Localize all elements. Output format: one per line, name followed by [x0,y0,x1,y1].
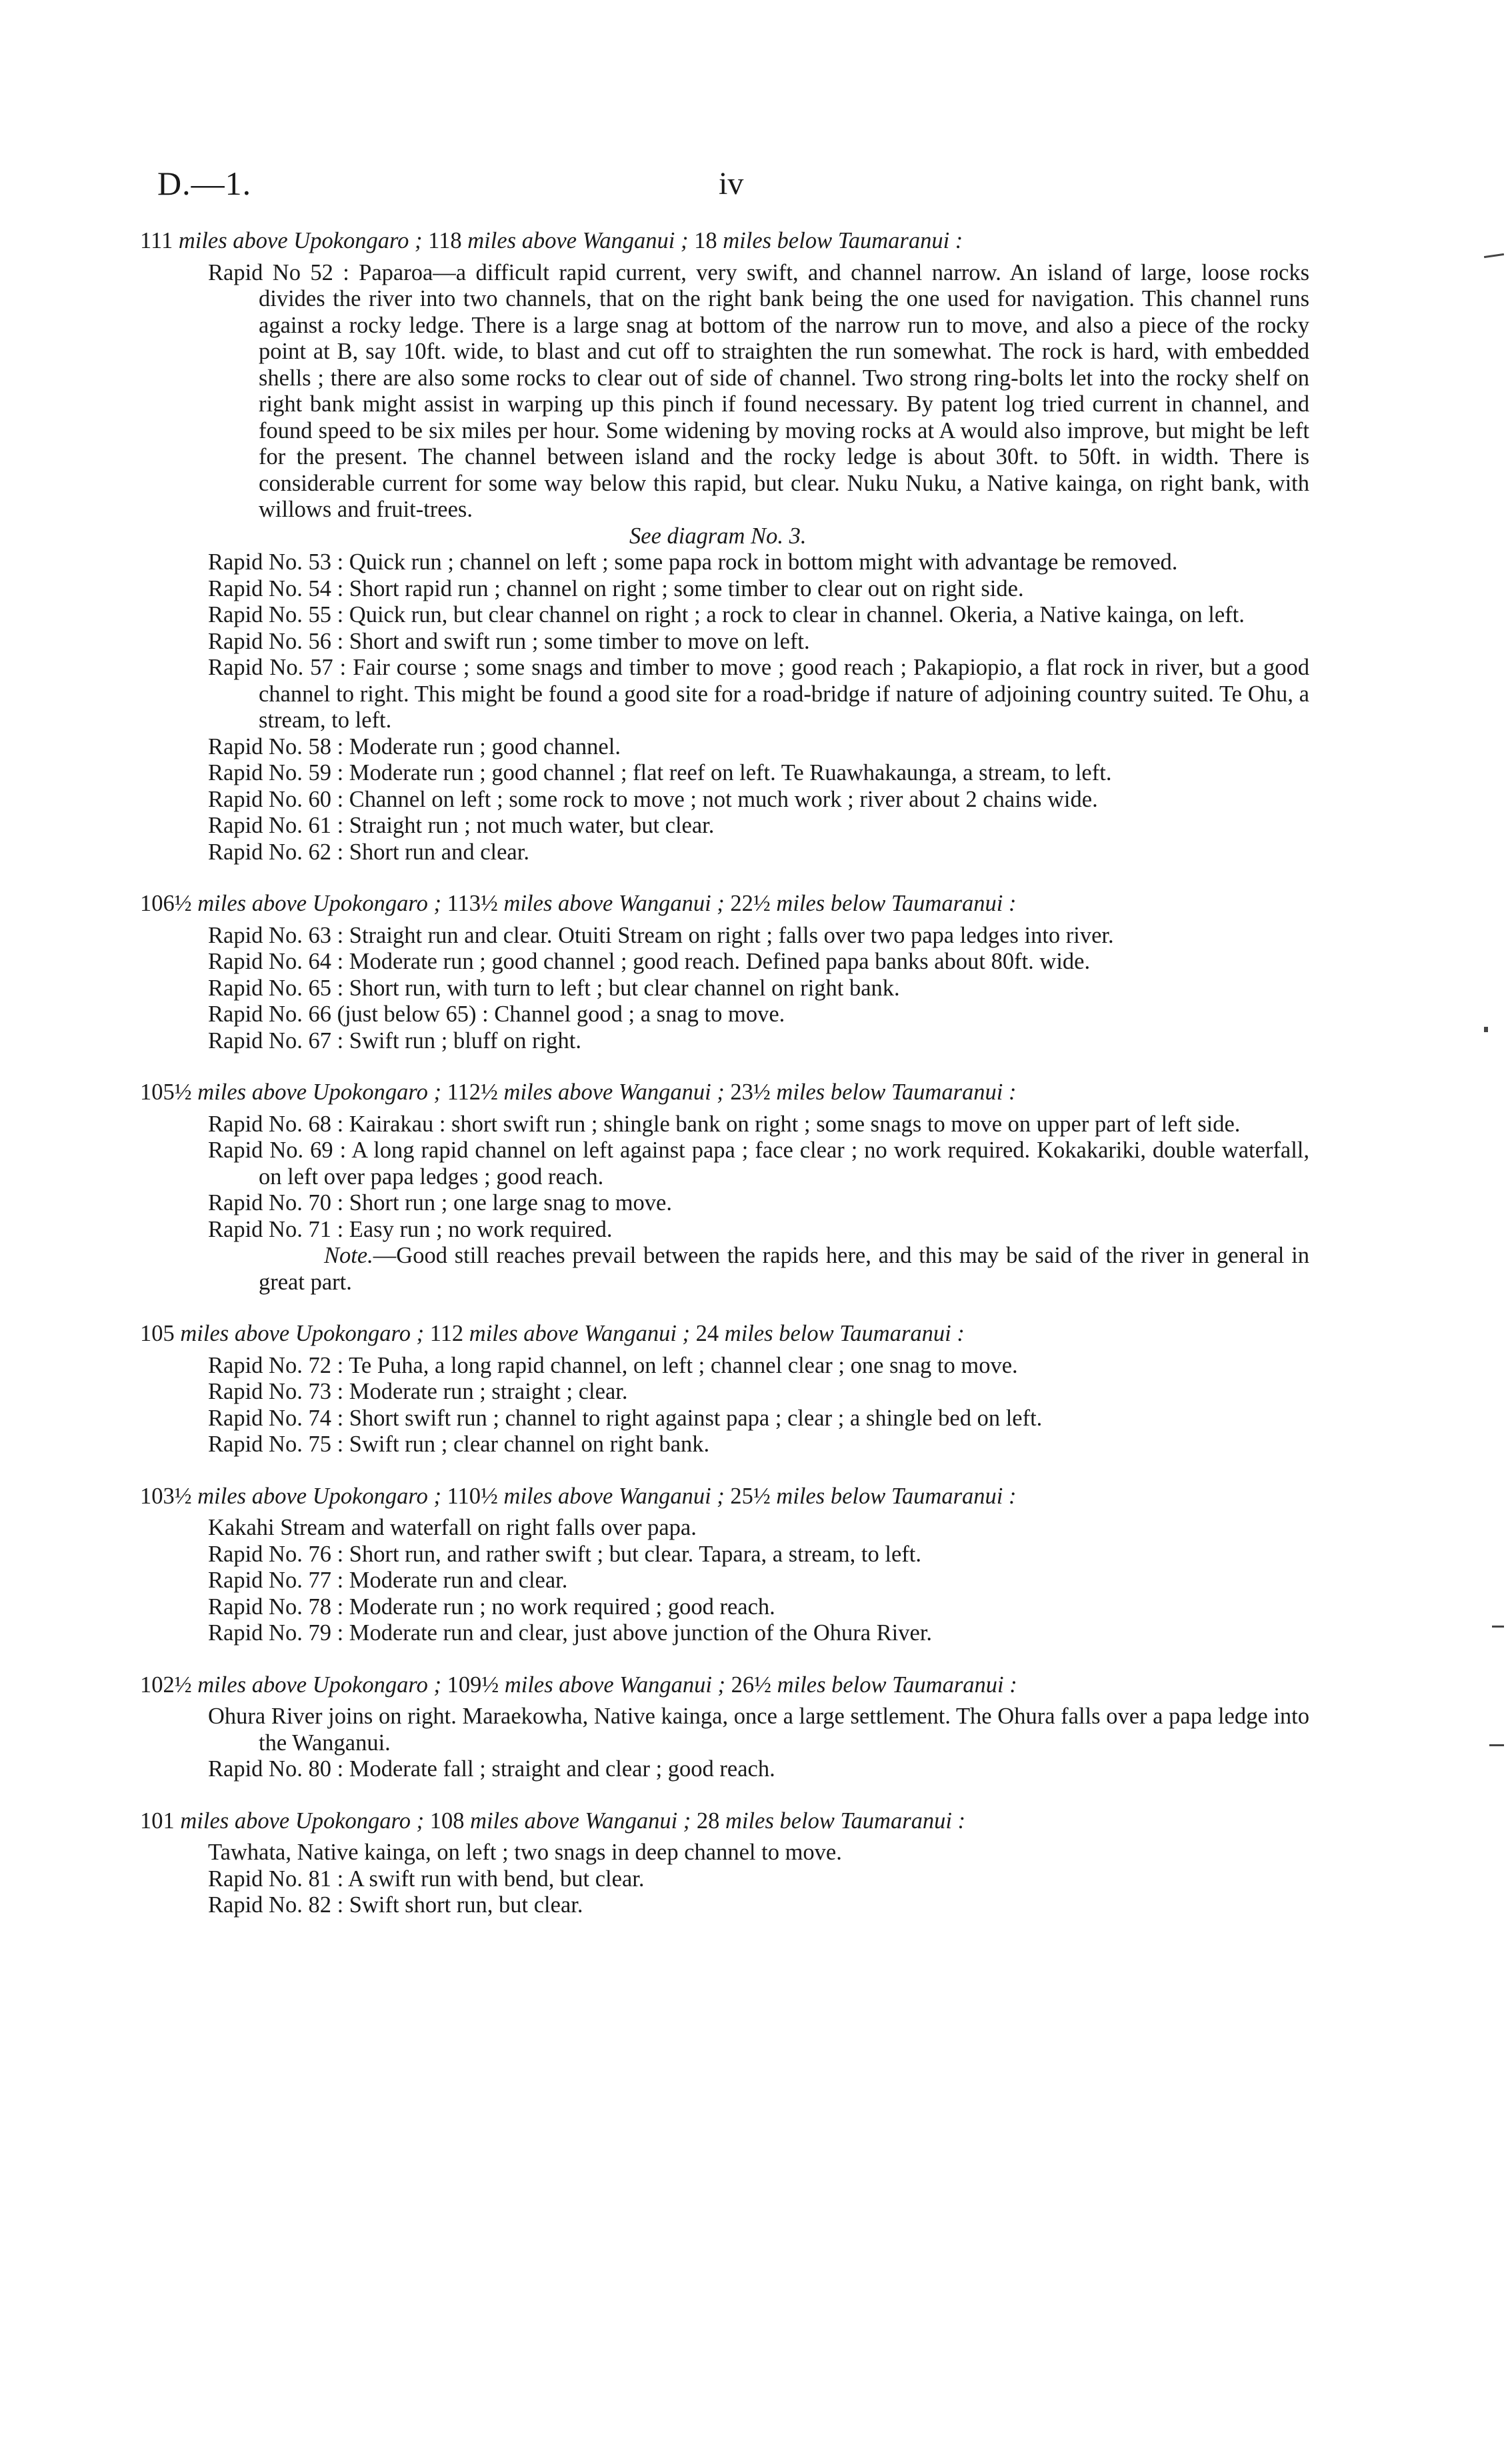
note-text: —Good still reaches prevail between the rapids here, and this may be said of the river in general in great part. [259,1243,1309,1295]
heading-text: miles above Upokongaro ; [191,1079,447,1105]
distance-upokongaro: 105½ [140,1079,192,1105]
rapid-entry: Rapid No. 66 (just below 65) : Channel good ; a snag to move. [208,1001,785,1027]
heading-text: miles below Taumaranui : [770,891,1017,916]
rapid-entry: Rapid No. 54 : Short rapid run ; channel on right ; some timber to clear out on right side. [208,575,1024,601]
margin-mark [1492,1626,1504,1628]
distance-upokongaro: 106½ [140,891,192,916]
heading-text: miles above Wanganui ; [464,1808,697,1834]
heading-text: miles above Upokongaro ; [191,1672,447,1698]
rapid-entry: Rapid No. 58 : Moderate run ; good channel. [208,733,621,759]
section-heading [140,891,1309,917]
section [136,1484,1309,1647]
rapid-entry: Rapid No. 55 : Quick run, but clear channel on right ; a rock to clear in channel. Okeria, a Native kainga, on left. [208,602,1245,627]
note-paragraph [208,1243,1309,1296]
distance-upokongaro: 101 [140,1808,175,1834]
heading-text: miles above Upokongaro ; [191,1483,447,1509]
distance-taumaranui: 28 [696,1808,720,1834]
heading-text: miles above Upokongaro ; [173,228,429,253]
rapid-entry: Rapid No. 59 : Moderate run ; good channel ; flat reef on left. Te Ruawhakaunga, a stream, to left. [208,760,1112,785]
section-heading [140,1484,1309,1510]
heading-text: miles above Wanganui ; [497,1079,731,1105]
distance-upokongaro: 105 [140,1321,175,1346]
margin-mark [1489,1744,1504,1746]
heading-text: miles below Taumaranui : [719,1321,965,1346]
rapid-entry: Rapid No. 82 : Swift short run, but clear. [208,1892,583,1918]
margin-mark [1484,253,1504,258]
heading-text: miles above Wanganui ; [497,1483,731,1509]
rapid-entry: Rapid No. 68 : Kairakau : short swift run ; shingle bank on right ; some snags to move on upper part of left side. [208,1111,1241,1137]
section-heading [140,1808,1309,1835]
heading-text: miles below Taumaranui : [719,1808,966,1834]
diagram-reference: See diagram No. 3. [629,523,807,549]
distance-upokongaro: 103½ [140,1483,192,1509]
rapid-entry: Rapid No. 60 : Channel on left ; some rock to move ; not much work ; river about 2 chains wide. [208,786,1098,812]
page-number: iv [719,166,744,201]
section [136,228,1309,865]
distance-taumaranui: 18 [694,228,717,253]
rapid-entry: Ohura River joins on right. Maraekowha, Native kainga, once a large settlement. The Ohura falls over a papa ledge into the Wanganui. [208,1704,1309,1756]
distance-taumaranui: 22½ [730,891,771,916]
section-heading [140,1672,1309,1699]
rapid-entry: Rapid No. 56 : Short and swift run ; some timber to move on left. [208,628,810,654]
distance-wanganui: 112 [429,1321,464,1346]
distance-wanganui: 110½ [447,1483,498,1509]
heading-text: miles above Upokongaro ; [191,891,447,916]
rapid-entry: Tawhata, Native kainga, on left ; two snags in deep channel to move. [208,1840,842,1865]
distance-upokongaro: 111 [140,228,173,253]
rapid-entry: Rapid No 52 : Paparoa—a difficult rapid current, very swift, and channel narrow. An island of large, loose rocks divides the river into two channels, that on the right bank being the one used for navigation. This channel runs against a rocky ledge. There is a large snag at bottom of the narrow run to move, and also a piece of the rocky point at B, say 10ft. wide, to blast and cut off to straighten the run somewhat. The rock is hard, with embedded shells ; there are also some rocks to clear out of side of channel. Two strong ring-bolts let into the rocky shelf on right bank might assist in warping up this pinch if found necessary. By patent log tried current in channel, and found speed to be six miles per hour. Some widening by moving rocks at A would also improve, but might be left for the present. The channel between island and the rocky ledge is about 30ft. to 50ft. in width. There is considerable current for some way below this rapid, but clear. Nuku Nuku, a Native kainga, on right bank, with willows and fruit-trees. [208,259,1309,522]
rapid-entry: Rapid No. 64 : Moderate run ; good channel ; good reach. Defined papa banks about 80ft. wide. [208,949,1091,974]
margin-mark [1484,1027,1488,1032]
rapid-entry: Rapid No. 73 : Moderate run ; straight ; clear. [208,1379,628,1404]
heading-text: miles above Upokongaro ; [174,1808,430,1834]
heading-text: miles above Wanganui ; [461,228,695,253]
heading-text: miles above Wanganui ; [463,1321,696,1346]
rapid-entry: Rapid No. 76 : Short run, and rather swift ; but clear. Tapara, a stream, to left. [208,1541,921,1567]
distance-taumaranui: 25½ [730,1483,771,1509]
heading-text: miles above Upokongaro ; [174,1321,430,1346]
rapid-entry: Rapid No. 61 : Straight run ; not much water, but clear. [208,813,715,838]
rapid-entry: Rapid No. 62 : Short run and clear. [208,839,529,865]
rapid-entry: Rapid No. 80 : Moderate fall ; straight and clear ; good reach. [208,1756,775,1782]
section [136,891,1309,1054]
distance-wanganui: 108 [429,1808,465,1834]
rapid-entry: Rapid No. 72 : Te Puha, a long rapid channel, on left ; channel clear ; one snag to move. [208,1352,1018,1378]
rapid-entry: Rapid No. 71 : Easy run ; no work required. [208,1216,613,1242]
distance-upokongaro: 102½ [140,1672,192,1698]
rapid-entry: Rapid No. 74 : Short swift run ; channel to right against papa ; clear ; a shingle bed on left. [208,1405,1043,1431]
rapid-entry: Rapid No. 65 : Short run, with turn to left ; but clear channel on right bank. [208,975,900,1001]
rapid-entry: Rapid No. 57 : Fair course ; some snags and timber to move ; good reach ; Pakapiopio, a flat rock in river, but a good channel to right. This might be found a good site for a road-bridge if nature of adjoining country suited. Te Ohu, a stream, to left. [208,655,1309,733]
section [136,1808,1309,1919]
rapid-entry: Rapid No. 63 : Straight run and clear. Otuiti Stream on right ; falls over two papa ledges into river. [208,922,1114,948]
rapid-entry: Rapid No. 75 : Swift run ; clear channel on right bank. [208,1432,710,1457]
note-lead: Note. [324,1243,373,1268]
heading-text: miles above Wanganui ; [497,891,731,916]
distance-wanganui: 112½ [447,1079,498,1105]
section-heading [140,228,1309,255]
distance-wanganui: 109½ [447,1672,499,1698]
rapid-entry: Kakahi Stream and waterfall on right falls over papa. [208,1515,697,1540]
rapid-entry: Rapid No. 69 : A long rapid channel on left against papa ; face clear ; no work required. Kokakariki, double waterfall, on left over papa ledges ; good reach. [208,1137,1309,1189]
rapid-entry: Rapid No. 53 : Quick run ; channel on left ; some papa rock in bottom might with advantage be removed. [208,549,1178,575]
section [136,1321,1309,1458]
rapid-entry: Rapid No. 78 : Moderate run ; no work required ; good reach. [208,1594,775,1620]
distance-taumaranui: 24 [695,1321,719,1346]
rapid-entry: Rapid No. 77 : Moderate run and clear. [208,1568,568,1593]
heading-text: miles below Taumaranui : [717,228,963,253]
heading-text: miles below Taumaranui : [770,1483,1017,1509]
distance-wanganui: 118 [428,228,462,253]
distance-taumaranui: 26½ [731,1672,772,1698]
section [136,1672,1309,1783]
section-heading [140,1079,1309,1106]
distance-taumaranui: 23½ [730,1079,771,1105]
section [136,1079,1309,1296]
heading-text: miles below Taumaranui : [770,1079,1017,1105]
heading-text: miles above Wanganui ; [499,1672,731,1698]
document-body [136,228,1309,1944]
heading-text: miles below Taumaranui : [771,1672,1017,1698]
document-reference: D.—1. [157,165,252,202]
rapid-entry: Rapid No. 70 : Short run ; one large snag to move. [208,1190,672,1215]
section-heading [140,1321,1309,1348]
rapid-entry: Rapid No. 79 : Moderate run and clear, just above junction of the Ohura River. [208,1620,933,1646]
rapid-entry: Rapid No. 81 : A swift run with bend, but clear. [208,1866,645,1892]
distance-wanganui: 113½ [447,891,498,916]
rapid-entry: Rapid No. 67 : Swift run ; bluff on right. [208,1027,581,1053]
